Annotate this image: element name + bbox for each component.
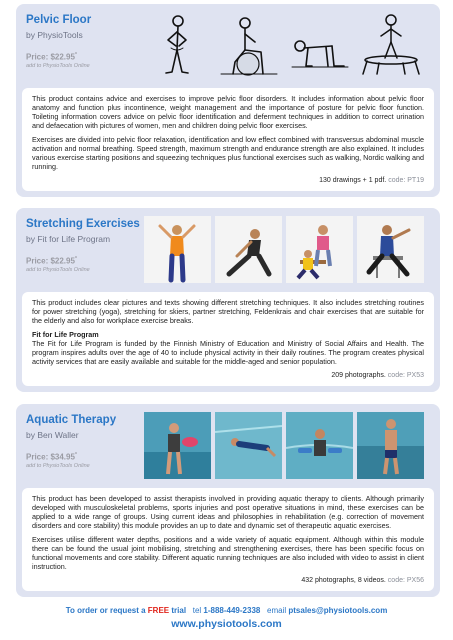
exercise-photo [215,216,282,283]
exercise-drawing [144,12,211,79]
product-price: Price: $34.95* [26,452,77,462]
image-strip [144,12,424,79]
product-addon-note: add to PhysioTools Online [26,63,90,69]
product-author: by Fit for Life Program [26,234,111,244]
product-title[interactable]: Aquatic Therapy [26,414,117,426]
product-meta: 432 photographs, 8 videos. code: PX56 [301,577,424,584]
exercise-photo [286,216,353,283]
exercise-photo [144,216,211,283]
email-link[interactable]: ptsales@physiotools.com [288,606,388,615]
product-author: by PhysioTools [26,30,83,40]
product-price: Price: $22.95* [26,52,77,62]
image-strip [144,216,424,283]
exercise-photo [144,412,211,479]
product-addon-note: add to PhysioTools Online [26,463,90,469]
product-code: code: PX56 [387,577,424,584]
product-description: This product includes clear pictures and texts showing different stretching techniques. It also includes stretching routines for power stretching (yoga), stretching for skiers, partner stretching, Feldenkrais and chair exercises that are suitable for the elderly and also for workplace exercise breaks. Fit for Life Program The Fit for Life Program is funded by the Finnish Ministry of Education and Ministry of Social Affairs and Health. The program inspires adults over the age of 40 to include physical activity in their daily routines. The program creates physical activity services that are easily available and suitable for the middle-aged and senior population. 209 photographs. code: PX53 [22,292,434,386]
exercise-drawing [286,12,353,79]
product-pelvic-floor [16,4,440,197]
order-line: To order or request a FREE trial tel 1-888-449-2338 email ptsales@physiotools.com [65,606,388,615]
phone-number[interactable]: 1-888-449-2338 [203,606,261,615]
free-label: FREE [147,606,170,615]
product-meta: 209 photographs. code: PX53 [331,372,424,379]
product-meta: 130 drawings + 1 pdf. code: PT19 [319,177,424,184]
product-code: code: PT19 [388,177,424,184]
product-title[interactable]: Stretching Exercises [26,218,140,230]
product-price: Price: $22.95* [26,256,77,266]
product-addon-note: add to PhysioTools Online [26,267,90,273]
product-aquatic-therapy [16,404,440,597]
exercise-photo [286,412,353,479]
image-strip [144,412,424,479]
product-stretching-exercises [16,208,440,392]
exercise-photo [357,412,424,479]
product-description: This product contains advice and exercises to improve pelvic floor disorders. It includes information about pelvic floor anatomy and function plus incontinence, weight management and the importance of posture for pelvic floor function. Toileting information covers advice on pelvic floor identification and deferment techniques in addition to correct urination and defaecation with pictures of women, men and children doing pelvic floor exercises. Exercises are divided into pelvic floor relaxation, identification and low effect combined with transversus abdominal muscle activation and normal breathing. Speed strength, maximum strength and endurance strength are also explained. It includes various exercise starting positions and squeezing techniques plus functional exercises such as walking, Nordic walking and running. 130 drawings + 1 pdf. code: PT19 [22,88,434,191]
exercise-photo [215,412,282,479]
product-description: This product has been developed to assist therapists involved in providing aquatic therapy to clients. Although primarily developed with musculoskeletal problems, sports injuries and post operative situations in mind, these exercises can be applied to a wide range of groups. Using current ideas and philosophies in rehabilitation (e.g. correction of movement disorders and core stability) this module provides an up to date and dynamic set of therapeutic aquatic exercises. Exercises utilise different water depths, positions and a wide variety of aquatic equipment. Although within this module there can be found the usual joint mobilising, stretching and strengthening exercises, there has been specific focus on functional movements and core stability. Different aquatic running techniques are also included with video to assist in client instruction. 432 photographs, 8 videos. code: PX56 [22,488,434,591]
product-code: code: PX53 [387,372,424,379]
exercise-drawing [215,12,282,79]
exercise-photo [357,216,424,283]
product-author: by Ben Waller [26,430,79,440]
subheading: Fit for Life Program [32,330,99,339]
website-link[interactable]: www.physiotools.com [171,618,282,630]
product-title[interactable]: Pelvic Floor [26,14,92,26]
exercise-drawing [357,12,424,79]
order-footer [0,606,453,630]
